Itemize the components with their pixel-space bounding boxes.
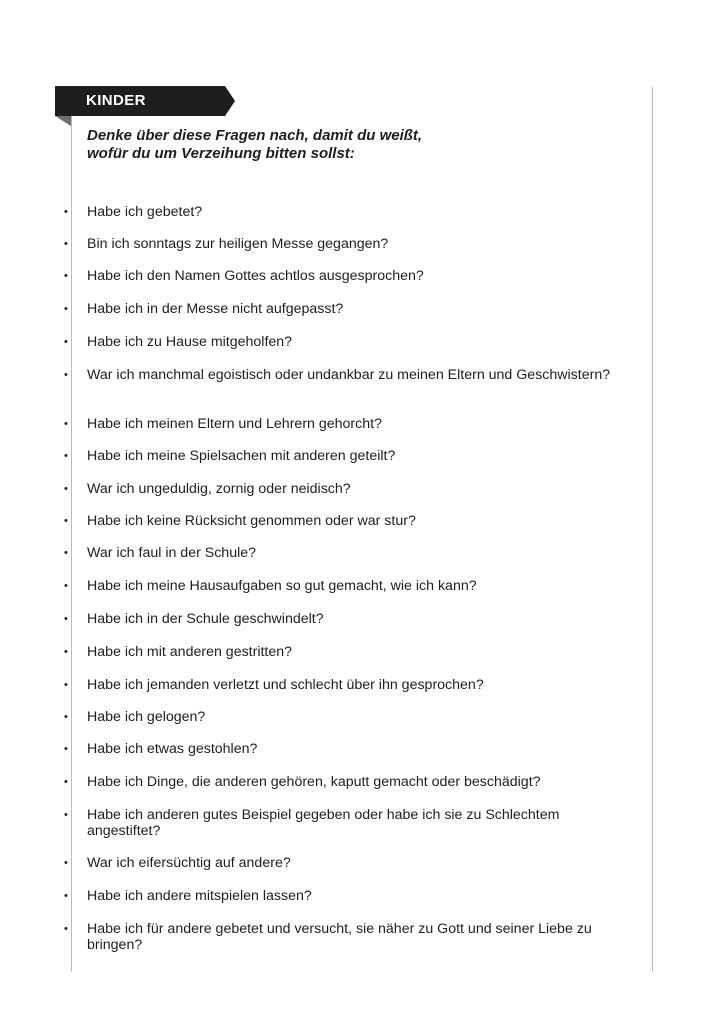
- right-margin-rule: [652, 87, 653, 972]
- section-title: KINDER: [86, 92, 146, 109]
- bullet: •: [64, 369, 68, 381]
- question-text: Habe ich meine Spielsachen mit anderen geteilt?: [87, 448, 396, 464]
- question-text: Habe ich in der Schule geschwindelt?: [87, 611, 324, 627]
- bullet: •: [64, 303, 68, 315]
- bullet: •: [64, 483, 68, 495]
- list-item: [64, 774, 624, 790]
- question-text: Habe ich etwas gestohlen?: [87, 741, 258, 757]
- list-item: [64, 741, 624, 757]
- list-item: [64, 367, 624, 383]
- bullet: •: [64, 547, 68, 559]
- bullet: •: [64, 890, 68, 902]
- question-text: War ich ungeduldig, zornig oder neidisch?: [87, 481, 351, 497]
- bullet: •: [64, 613, 68, 625]
- bullet: •: [64, 809, 68, 821]
- question-text: Bin ich sonntags zur heiligen Messe gegangen?: [87, 236, 389, 252]
- bullet: •: [64, 450, 68, 462]
- question-text: Habe ich jemanden verletzt und schlecht über ihn gesprochen?: [87, 677, 484, 693]
- list-item: [64, 513, 624, 529]
- intro-line-2: wofür du um Verzeihung bitten sollst:: [87, 145, 355, 162]
- bullet: •: [64, 776, 68, 788]
- list-item: [64, 268, 624, 284]
- bullet: •: [64, 336, 68, 348]
- question-text: War ich eifersüchtig auf andere?: [87, 855, 291, 871]
- question-text: War ich manchmal egoistisch oder undankbar zu meinen Eltern und Geschwistern?: [87, 367, 611, 383]
- question-text: Habe ich meine Hausaufgaben so gut gemacht, wie ich kann?: [87, 578, 477, 594]
- intro-line-1: Denke über diese Fragen nach, damit du weißt,: [87, 127, 423, 144]
- banner-fold: [55, 116, 71, 126]
- intro-text: [87, 127, 607, 163]
- list-item: [64, 807, 624, 839]
- question-text: Habe ich in der Messe nicht aufgepasst?: [87, 301, 344, 317]
- list-item: [64, 644, 624, 660]
- question-text: Habe ich zu Hause mitgeholfen?: [87, 334, 293, 350]
- list-item: [64, 921, 624, 953]
- list-item: [64, 334, 624, 350]
- list-item: [64, 416, 624, 432]
- bullet: •: [64, 515, 68, 527]
- list-item: [64, 677, 624, 693]
- section-banner: [55, 86, 235, 116]
- question-text: Habe ich keine Rücksicht genommen oder war stur?: [87, 513, 416, 529]
- question-text: Habe ich meinen Eltern und Lehrern gehorcht?: [87, 416, 382, 432]
- bullet: •: [64, 679, 68, 691]
- question-text: War ich faul in der Schule?: [87, 545, 257, 561]
- bullet: •: [64, 238, 68, 250]
- list-item: [64, 888, 624, 904]
- bullet: •: [64, 580, 68, 592]
- list-item: [64, 448, 624, 464]
- question-text: Habe ich mit anderen gestritten?: [87, 644, 293, 660]
- list-item: [64, 611, 624, 627]
- left-margin-rule: [71, 98, 72, 972]
- bullet: •: [64, 923, 68, 935]
- question-text: Habe ich für andere gebetet und versucht, sie näher zu Gott und seiner Liebe zu bringen?: [87, 921, 592, 953]
- list-item: [64, 301, 624, 317]
- question-text: Habe ich Dinge, die anderen gehören, kaputt gemacht oder beschädigt?: [87, 774, 541, 790]
- bullet: •: [64, 743, 68, 755]
- question-text: Habe ich den Namen Gottes achtlos ausgesprochen?: [87, 268, 424, 284]
- question-text: Habe ich gelogen?: [87, 709, 206, 725]
- list-item: [64, 236, 624, 252]
- list-item: [64, 709, 624, 725]
- list-item: [64, 204, 624, 220]
- bullet: •: [64, 206, 68, 218]
- list-item: [64, 578, 624, 594]
- list-item: [64, 545, 624, 561]
- bullet: •: [64, 418, 68, 430]
- question-text: Habe ich gebetet?: [87, 204, 203, 220]
- bullet: •: [64, 711, 68, 723]
- bullet: •: [64, 270, 68, 282]
- question-text: Habe ich andere mitspielen lassen?: [87, 888, 312, 904]
- list-item: [64, 855, 624, 871]
- bullet: •: [64, 646, 68, 658]
- question-text: Habe ich anderen gutes Beispiel gegeben oder habe ich sie zu Schlechtem angestiftet?: [87, 807, 560, 839]
- bullet: •: [64, 857, 68, 869]
- list-item: [64, 481, 624, 497]
